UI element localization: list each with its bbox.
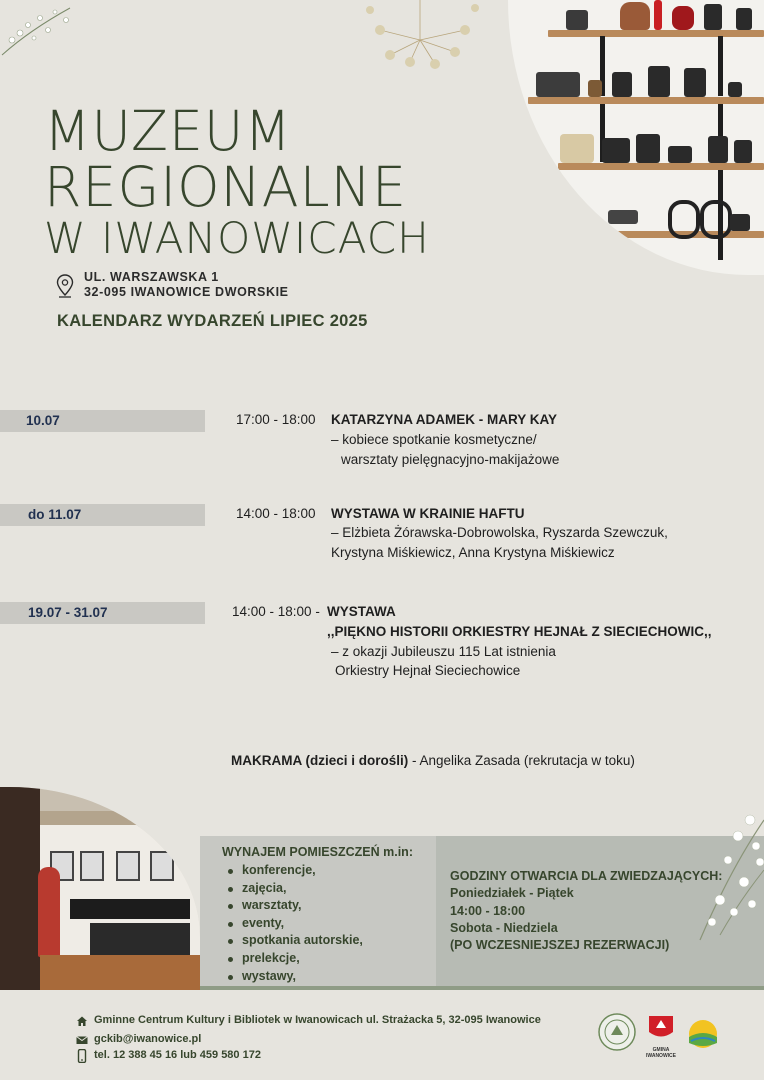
- event-title: KATARZYNA ADAMEK - MARY KAY: [331, 412, 557, 427]
- mail-icon: [76, 1034, 88, 1046]
- list-item: konferencje,: [226, 862, 363, 880]
- event-description: warsztaty pielęgnacyjno-makijażowe: [341, 452, 560, 467]
- event-description: – Elżbieta Żórawska-Dobrowolska, Ryszarda Szewczuk,: [331, 525, 668, 540]
- hours-title: GODZINY OTWARCIA DLA ZWIEDZAJĄCYCH:: [450, 869, 723, 883]
- event-description: – kobiece spotkanie kosmetyczne/: [331, 432, 537, 447]
- list-item: zajęcia,: [226, 880, 363, 898]
- event-date-bar: [0, 410, 205, 432]
- address-city: 32-095 IWANOWICE DWORSKIE: [84, 285, 289, 299]
- makrama-line: [231, 753, 635, 768]
- hours-reservation-note: (PO WCZESNIEJSZEJ REZERWACJI): [450, 938, 670, 952]
- museum-shelves-photo: [508, 0, 764, 275]
- list-item: warsztaty,: [226, 897, 363, 915]
- list-item: spotkania autorskie,: [226, 932, 363, 950]
- phone-icon: [76, 1049, 88, 1063]
- footer-address: Gminne Centrum Kultury i Bibliotek w Iwanowicach ul. Strażacka 5, 32-095 Iwanowice: [94, 1014, 541, 1026]
- hours-weekday-time: 14:00 - 18:00: [450, 904, 526, 918]
- event-date: do 11.07: [28, 507, 82, 522]
- event-time: 14:00 - 18:00 -: [232, 604, 320, 619]
- list-item: wystawy,: [226, 968, 363, 986]
- museum-room-photo: [0, 787, 200, 990]
- flower-decoration-top-center: [350, 0, 490, 75]
- event-description: Krystyna Miśkiewicz, Anna Krystyna Miśkiewicz: [331, 545, 615, 560]
- address-street: UL. WARSZAWSKA 1: [84, 270, 219, 284]
- footer-email[interactable]: gckib@iwanowice.pl: [94, 1033, 202, 1045]
- makrama-details: - Angelika Zasada (rekrutacja w toku): [412, 753, 635, 768]
- event-title: WYSTAWA: [327, 604, 396, 619]
- museum-seal-logo: [598, 1013, 636, 1051]
- title-line-2: REGIONALNE: [44, 155, 407, 219]
- event-date: 19.07 - 31.07: [28, 605, 108, 620]
- event-subtitle: ,,PIĘKNO HISTORII ORKIESTRY HEJNAŁ Z SIECIECHOWIC,,: [327, 624, 712, 639]
- title-line-3: W IWANOWICACH: [44, 214, 430, 264]
- hours-weekend: Sobota - Niedziela: [450, 921, 558, 935]
- footer-phone[interactable]: tel. 12 388 45 16 lub 459 580 172: [94, 1049, 261, 1061]
- location-pin-icon: [56, 274, 74, 298]
- iwanowice-region-logo: [684, 1015, 722, 1053]
- event-description: Orkiestry Hejnał Sieciechowice: [335, 663, 521, 678]
- rental-title: WYNAJEM POMIESZCZEŃ m.in:: [222, 845, 413, 859]
- home-icon: [76, 1015, 88, 1027]
- logo-text: GMINA IWANOWICE: [646, 1047, 676, 1059]
- event-time: 14:00 - 18:00: [236, 506, 316, 521]
- rental-list: [226, 862, 363, 985]
- event-date: 10.07: [26, 413, 60, 428]
- makrama-title: MAKRAMA (dzieci i dorośli): [231, 753, 409, 768]
- event-date-bar: [0, 504, 205, 526]
- calendar-title: KALENDARZ WYDARZEŃ LIPIEC 2025: [57, 312, 368, 330]
- event-date-bar: [0, 602, 205, 624]
- list-item: eventy,: [226, 915, 363, 933]
- flower-decoration-top-left: [0, 0, 80, 60]
- list-item: prelekcje,: [226, 950, 363, 968]
- flower-decoration-bottom-right: [690, 800, 764, 950]
- event-time: 17:00 - 18:00: [236, 412, 316, 427]
- event-title: WYSTAWA W KRAINIE HAFTU: [331, 506, 525, 521]
- title-line-1: MUZEUM: [44, 99, 292, 163]
- hours-weekdays: Poniedziałek - Piątek: [450, 886, 574, 900]
- gmina-iwanowice-logo: [644, 1014, 678, 1059]
- event-description: – z okazji Jubileuszu 115 Lat istnienia: [331, 644, 556, 659]
